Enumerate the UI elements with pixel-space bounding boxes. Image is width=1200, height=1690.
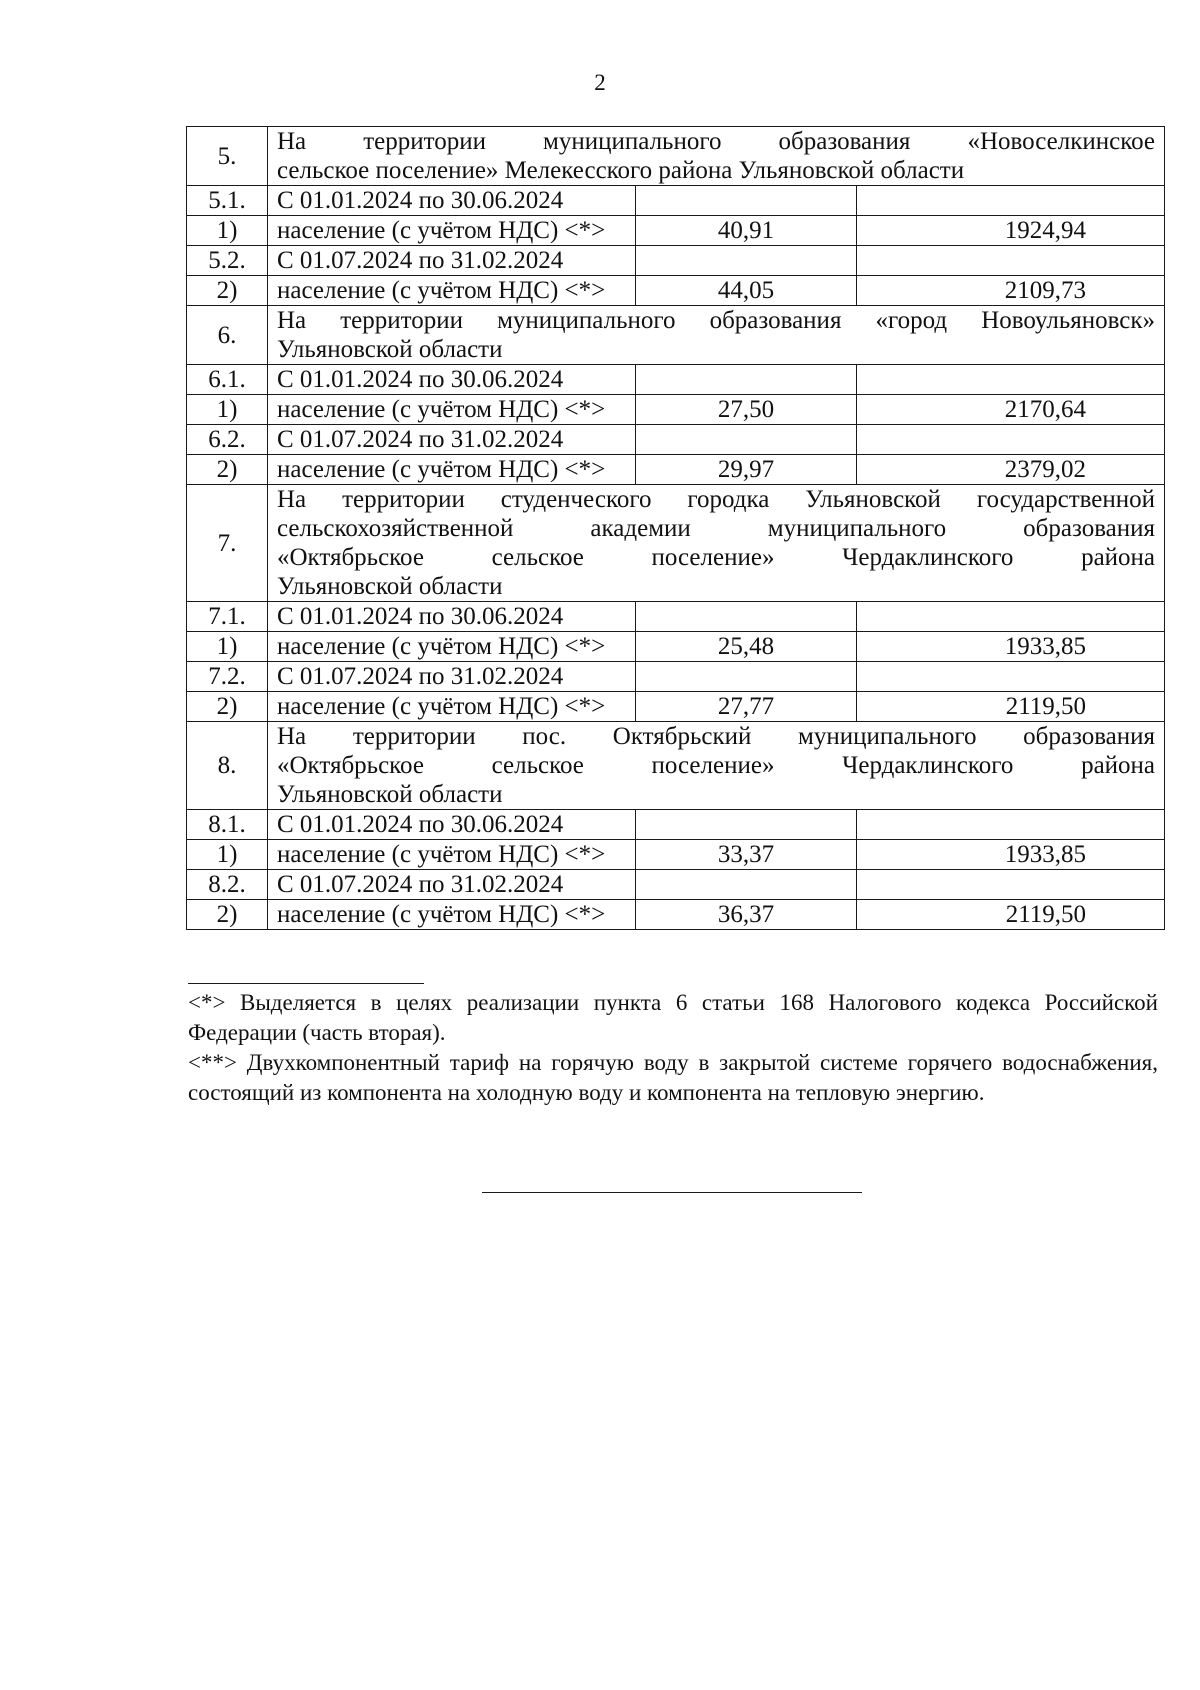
empty-cell	[636, 425, 857, 455]
section-title	[268, 485, 1165, 602]
empty-cell	[636, 870, 857, 900]
consumer-category: население (с учётом НДС) <*>	[268, 900, 636, 930]
period-row	[187, 870, 1165, 900]
tariff-value-row	[187, 900, 1165, 930]
tariff-value-row	[187, 692, 1165, 722]
section-title-line: На территории студенческого городка Ульяновской государственной	[277, 486, 1156, 513]
empty-cell	[857, 425, 1165, 455]
empty-cell	[636, 602, 857, 632]
footnote-divider	[188, 983, 424, 984]
row-number: 2)	[187, 276, 268, 306]
consumer-category: население (с учётом НДС) <*>	[268, 840, 636, 870]
period-number: 7.2.	[187, 662, 268, 692]
row-number: 2)	[187, 455, 268, 485]
period-number: 8.2.	[187, 870, 268, 900]
page-number: 2	[594, 70, 606, 95]
section-title-line: сельскохозяйственной академии муниципального образования	[277, 515, 1156, 542]
section-number: 6.	[187, 306, 268, 365]
section-title	[268, 722, 1165, 810]
tariff-value-1: 25,48	[636, 632, 857, 662]
consumer-category: население (с учётом НДС) <*>	[268, 216, 636, 246]
consumer-category: население (с учётом НДС) <*>	[268, 632, 636, 662]
period-label: С 01.07.2024 по 31.02.2024	[268, 246, 636, 276]
tariff-value-2: 2170,64	[857, 395, 1165, 425]
consumer-category: население (с учётом НДС) <*>	[268, 692, 636, 722]
period-label: С 01.01.2024 по 30.06.2024	[268, 810, 636, 840]
tariff-value-1: 27,77	[636, 692, 857, 722]
empty-cell	[636, 810, 857, 840]
tariff-value-2: 2119,50	[857, 692, 1165, 722]
empty-cell	[857, 662, 1165, 692]
empty-cell	[857, 870, 1165, 900]
period-row	[187, 246, 1165, 276]
tariff-value-2: 1933,85	[857, 632, 1165, 662]
section-title-line: На территории пос. Октябрьский муниципального образования	[277, 723, 1156, 750]
section-title-line: «Октябрьское сельское поселение» Чердаклинского района	[277, 752, 1156, 779]
section-title-line: На территории муниципального образования «город Новоульяновск»	[277, 307, 1156, 334]
tariff-value-1: 40,91	[636, 216, 857, 246]
section-number: 7.	[187, 485, 268, 602]
tariff-value-2: 2379,02	[857, 455, 1165, 485]
empty-cell	[636, 662, 857, 692]
tariff-value-1: 29,97	[636, 455, 857, 485]
row-number: 1)	[187, 632, 268, 662]
row-number: 1)	[187, 840, 268, 870]
period-row	[187, 186, 1165, 216]
period-label: С 01.01.2024 по 30.06.2024	[268, 602, 636, 632]
section-title-line: сельское поселение» Мелекесского района Ульяновской области	[277, 157, 965, 184]
empty-cell	[857, 602, 1165, 632]
period-label: С 01.07.2024 по 31.02.2024	[268, 425, 636, 455]
tariff-value-1: 44,05	[636, 276, 857, 306]
section-header-row	[187, 485, 1165, 602]
section-number: 8.	[187, 722, 268, 810]
period-number: 6.2.	[187, 425, 268, 455]
consumer-category: население (с учётом НДС) <*>	[268, 455, 636, 485]
section-title-line: Ульяновской области	[277, 336, 503, 363]
section-title-line: Ульяновской области	[277, 781, 503, 808]
period-label: С 01.01.2024 по 30.06.2024	[268, 365, 636, 395]
period-label: С 01.01.2024 по 30.06.2024	[268, 186, 636, 216]
empty-cell	[857, 246, 1165, 276]
row-number: 1)	[187, 216, 268, 246]
tariff-value-row	[187, 840, 1165, 870]
period-number: 6.1.	[187, 365, 268, 395]
section-header-row	[187, 127, 1165, 186]
tariff-value-row	[187, 395, 1165, 425]
consumer-category: население (с учётом НДС) <*>	[268, 395, 636, 425]
section-title-line: На территории муниципального образования «Новоселкинское	[277, 128, 1156, 155]
empty-cell	[857, 365, 1165, 395]
section-header-row	[187, 306, 1165, 365]
period-label: С 01.07.2024 по 31.02.2024	[268, 662, 636, 692]
end-of-document-line	[482, 1192, 862, 1193]
tariff-value-row	[187, 216, 1165, 246]
tariff-value-1: 36,37	[636, 900, 857, 930]
period-number: 7.1.	[187, 602, 268, 632]
tariff-value-2: 1924,94	[857, 216, 1165, 246]
period-row	[187, 662, 1165, 692]
tariff-table-body	[187, 127, 1165, 930]
tariff-value-2: 2109,73	[857, 276, 1165, 306]
tariff-value-1: 27,50	[636, 395, 857, 425]
period-row	[187, 425, 1165, 455]
empty-cell	[636, 186, 857, 216]
period-label: С 01.07.2024 по 31.02.2024	[268, 870, 636, 900]
tariff-value-row	[187, 632, 1165, 662]
tariff-value-2: 1933,85	[857, 840, 1165, 870]
empty-cell	[636, 246, 857, 276]
row-number: 2)	[187, 900, 268, 930]
section-number: 5.	[187, 127, 268, 186]
empty-cell	[857, 810, 1165, 840]
section-title-line: «Октябрьское сельское поселение» Чердаклинского района	[277, 544, 1156, 571]
section-title	[268, 306, 1165, 365]
section-title-line: Ульяновской области	[277, 573, 503, 600]
tariff-value-1: 33,37	[636, 840, 857, 870]
section-title	[268, 127, 1165, 186]
period-row	[187, 810, 1165, 840]
empty-cell	[636, 365, 857, 395]
tariff-value-row	[187, 455, 1165, 485]
period-number: 8.1.	[187, 810, 268, 840]
tariff-value-2: 2119,50	[857, 900, 1165, 930]
consumer-category: население (с учётом НДС) <*>	[268, 276, 636, 306]
section-header-row	[187, 722, 1165, 810]
tariff-value-row	[187, 276, 1165, 306]
footnotes	[188, 988, 1158, 1108]
footnote-vat: <*> Выделяется в целях реализации пункта 6 статьи 168 Налогового кодекса Российской Федерации (часть вторая).	[188, 990, 1158, 1045]
tariff-table	[186, 126, 1165, 930]
period-number: 5.2.	[187, 246, 268, 276]
period-row	[187, 602, 1165, 632]
period-number: 5.1.	[187, 186, 268, 216]
empty-cell	[857, 186, 1165, 216]
period-row	[187, 365, 1165, 395]
row-number: 1)	[187, 395, 268, 425]
row-number: 2)	[187, 692, 268, 722]
footnote-two-component-tariff: <**> Двухкомпонентный тариф на горячую воду в закрытой системе горячего водоснабжения, состоящий из компонента на холодную воду и компонента на тепловую энергию.	[188, 1050, 1158, 1105]
